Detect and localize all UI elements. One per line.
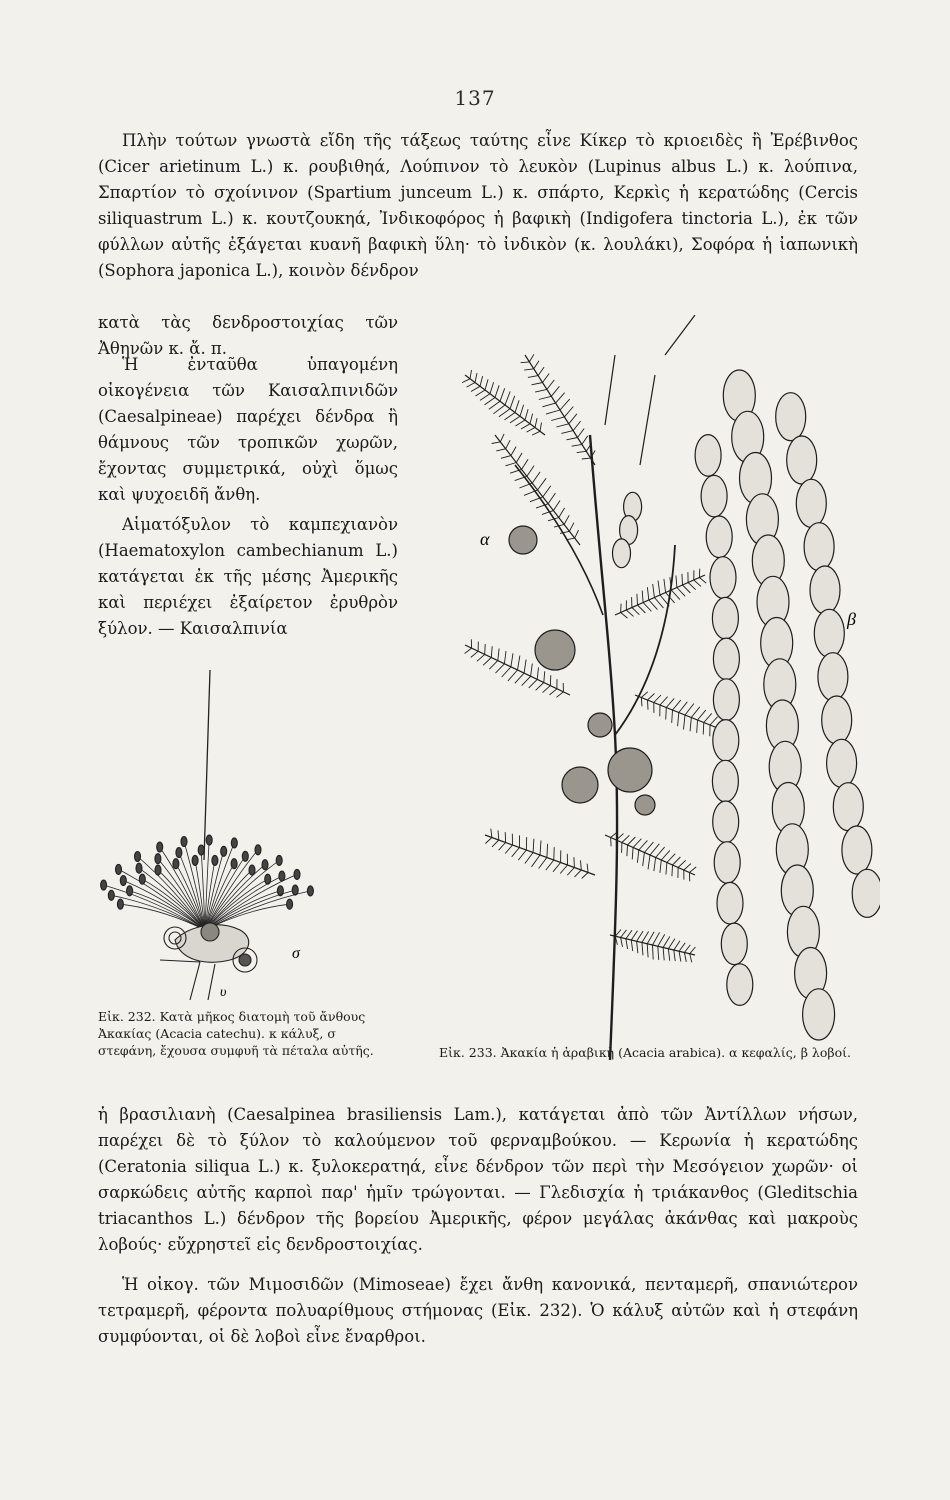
intro-paragraph [98, 128, 858, 284]
haematoxylon-text: Αἱματόξυλον τὸ καμπεχιανὸν (Haematoxylon cambechianum L.) κατάγεται ἐκ τῆς μέσης Ἀμερικῆς καὶ περιέχει ἐξαίρετον ἐρυθρὸν ξύλον. — Καισαλπινία [98, 515, 398, 638]
page-number: 137 [454, 86, 496, 110]
mimosae-text: Ἡ οἰκογ. τῶν Μιμοσιδῶν (Mimoseae) ἔχει ἄνθη κανονικά, πενταμερῆ, σπανιώτερον τετραμερῆ, φέροντα πολυαρίθμους στήμονας (Εἰκ. 232). Ὁ κάλυξ αὐτῶν καὶ ἡ στεφάνη συμφύονται, οἱ δὲ λοβοὶ εἶνε ἔναρθροι. [98, 1275, 858, 1346]
mimosae-paragraph [98, 1272, 858, 1350]
intro-text: Πλὴν τούτων γνωστὰ εἴδη τῆς τάξεως ταύτης εἶνε Κίκερ τὸ κριοειδὲς ἢ Ἐρέβινθος (Cicer arietinum L.) κ. ρουβιθηά, Λούπινον τὸ λευκὸν (Lupinus albus L.) κ. λούπινα, Σπαρτίον τὸ σχοίνινον (Spartium junceum L.) κ. σπάρτο, Κερκὶς ἡ κερατώδης (Cercis siliquastrum L.) κ. κουτζουκηά, Ἰνδικοφόρος ἡ βαφικὴ (Indigofera tinctoria L.), ἐκ τῶν φύλλων αὐτῆς ἐξάγεται κυανῆ βαφικὴ ὕλη· τὸ ἰνδικὸν (κ. λουλάκι), Σοφόρα ἡ ἰαπωνικὴ (Sophora japonica L.), κοινὸν δένδρον [98, 131, 858, 280]
label-a: α [480, 529, 490, 549]
caesalpinia-text: ἡ βρασιλιανὴ (Caesalpinea brasiliensis Lam.), κατάγεται ἀπὸ τῶν Ἀντίλλων νήσων, παρέχει δὲ τὸ ξύλον τὸ καλούμενον τοῦ φερναμβούκου. — Κερωνία ἡ κερατώδης (Ceratonia siliqua L.) κ. ξυλοκερατηά, εἶνε δένδρον τῶν περὶ τὴν Μεσόγειον χωρῶν· οἱ σαρκώδεις αὐτῆς καρποὶ παρ' ἡμῖν τρώγονται. — Γλεδισχία ἡ τριάκανθος (Gleditschia triacanthos L.) δένδρον τῆς βορείου Ἀμερικῆς, φέρον μεγάλας ἀκάνθας καὶ μακροὺς λοβούς· εὔχρηστεῖ εἰς δενδροστοιχίας. [98, 1105, 858, 1254]
figure-232-caption: Εἰκ. 232. Κατὰ μῆκος διατομὴ τοῦ ἄνθους Ἀκακίας (Acacia catechu). κ κάλυξ, σ στεφάνη, ἔχουσα συμφυῆ τὰ πέταλα αὐτῆς. [98, 1009, 374, 1058]
label-u: υ [220, 985, 227, 1000]
label-b: β [847, 609, 856, 629]
caesalpinia-paragraph [98, 1102, 858, 1258]
intro-tail-text: κατὰ τὰς δενδροστοιχίας τῶν Ἀθηνῶν κ. ἄ. π. [98, 313, 398, 358]
haematoxylon-paragraph [98, 512, 398, 642]
acacia-arabica-illustration [405, 315, 880, 1060]
figure-233-caption: Εἰκ. 233. Ἀκακία ἡ ἀραβικὴ (Acacia arabica). α κεφαλίς, β λοβοί. [439, 1045, 851, 1060]
label-sigma: σ [292, 945, 300, 962]
acacia-flower-section-illustration [80, 670, 400, 1010]
caesalpineae-text: Ἡ ἐνταῦθα ὑπαγομένη οἰκογένεια τῶν Καισαλπινιδῶν (Caesalpineae) παρέχει δένδρα ἢ θάμνους τῶν τροπικῶν χωρῶν, ἔχοντας συμμετρικά, οὐχὶ ὅμως καὶ ψυχοειδῆ ἄνθη. [98, 355, 398, 504]
caesalpineae-paragraph [98, 352, 398, 508]
